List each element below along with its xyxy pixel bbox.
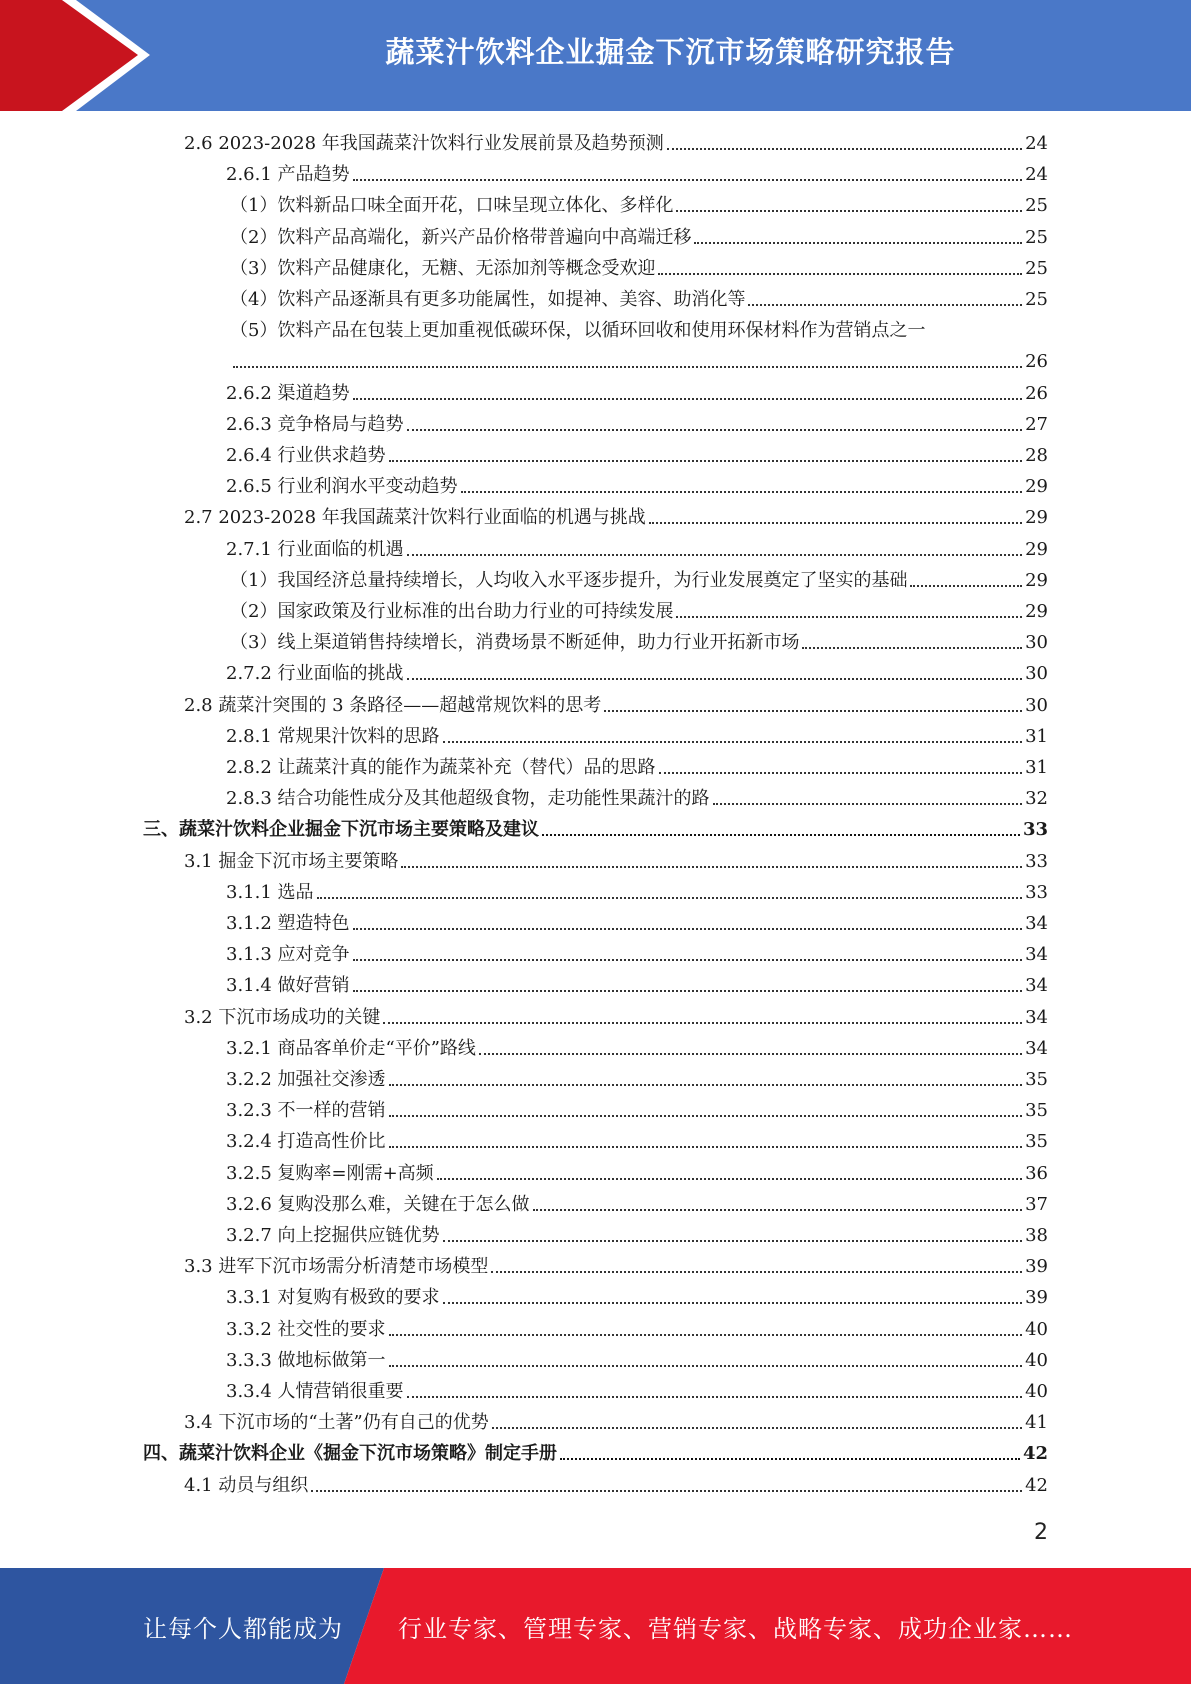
toc-entry-label: 3.3 进军下沉市场需分析清楚市场模型 [184, 1256, 489, 1278]
toc-entry[interactable] [230, 221, 1048, 252]
toc-entry-page: 33 [1025, 881, 1048, 903]
toc-entry[interactable] [184, 689, 1048, 720]
toc-entry[interactable] [226, 1375, 1048, 1406]
toc-entry[interactable] [230, 345, 1048, 376]
toc-entry[interactable] [226, 1344, 1048, 1375]
toc-entry-page: 29 [1025, 601, 1048, 622]
footer-slogan-left: 让每个人都能成为 [143, 1614, 343, 1643]
toc-entry-label: 2.7 2023-2028 年我国蔬菜汁饮料行业面临的机遇与挑战 [184, 507, 646, 529]
toc-entry-page: 25 [1025, 289, 1048, 310]
toc-entry-label: 2.7.2 行业面临的挑战 [226, 663, 404, 685]
toc-dot-leader [658, 273, 1022, 275]
toc-entry[interactable] [143, 813, 1048, 844]
toc-entry[interactable] [143, 1437, 1048, 1468]
toc-dot-leader [389, 460, 1023, 462]
toc-entry[interactable] [226, 158, 1048, 189]
toc-entry-label: 3.4 下沉市场的“土著”仍有自己的优势 [184, 1412, 489, 1434]
toc-entry-page: 24 [1025, 164, 1048, 186]
toc-entry-page: 34 [1025, 975, 1048, 997]
toc-dot-leader [407, 554, 1023, 556]
page-number: 2 [1034, 1520, 1048, 1545]
toc-entry[interactable] [226, 938, 1048, 969]
toc-entry-page: 32 [1025, 788, 1048, 810]
toc-entry-label: 3.1.3 应对竞争 [226, 944, 350, 966]
toc-entry[interactable] [184, 127, 1048, 158]
toc-entry-label: 3.2 下沉市场成功的关键 [184, 1006, 381, 1028]
toc-entry-page: 29 [1025, 476, 1048, 498]
toc-entry-page: 35 [1025, 1131, 1048, 1153]
toc-entry-label: 3.2.6 复购没那么难，关键在于怎么做 [226, 1193, 530, 1215]
toc-entry-label: 3.2.2 加强社交渗透 [226, 1069, 386, 1090]
toc-entry-page: 24 [1025, 133, 1048, 154]
toc-entry[interactable] [226, 720, 1048, 751]
toc-entry-label: 3.1 掘金下沉市场主要策略 [184, 850, 399, 872]
toc-dot-leader [676, 210, 1022, 212]
report-title: 蔬菜汁饮料企业掘金下沉市场策略研究报告 [385, 34, 956, 69]
toc-entry-label: 2.8.3 结合功能性成分及其他超级食物，走功能性果蔬汁的路 [226, 788, 710, 810]
toc-entry-page: 27 [1025, 413, 1048, 435]
toc-entry-page: 25 [1025, 257, 1048, 279]
toc-entry-label: 3.1.4 做好营销 [226, 975, 350, 997]
toc-dot-leader [713, 803, 1023, 805]
toc-dot-leader [443, 741, 1023, 743]
toc-entry-page: 29 [1025, 538, 1048, 560]
toc-entry[interactable] [230, 564, 1048, 595]
toc-dot-leader [604, 710, 1022, 712]
toc-dot-leader [694, 242, 1022, 244]
toc-entry-label: 2.6.1 产品趋势 [226, 164, 350, 186]
toc-entry-page: 39 [1025, 1256, 1048, 1278]
toc-entry-page: 29 [1025, 569, 1048, 591]
toc-dot-leader [389, 1146, 1023, 1148]
toc-entry-page: 34 [1025, 913, 1048, 934]
toc-entry[interactable] [184, 1406, 1048, 1437]
toc-entry-label: （4）饮料产品逐渐具有更多功能属性，如提神、美容、助消化等 [230, 289, 746, 310]
toc-dot-leader [233, 366, 1022, 368]
toc-dot-leader [353, 959, 1023, 961]
toc-entry-page: 40 [1025, 1349, 1048, 1371]
toc-dot-leader [533, 1209, 1023, 1211]
toc-dot-leader [353, 928, 1023, 930]
toc-entry-label: 3.1.1 选品 [226, 881, 314, 903]
toc-dot-leader [389, 1334, 1023, 1336]
toc-dot-leader [443, 1302, 1023, 1304]
toc-dot-leader [353, 398, 1023, 400]
toc-dot-leader [353, 179, 1023, 181]
toc-entry[interactable] [184, 1250, 1048, 1281]
toc-entry-label: 2.8.1 常规果汁饮料的思路 [226, 725, 440, 747]
toc-entry-label: （1）饮料新品口味全面开花，口味呈现立体化、多样化 [230, 195, 674, 217]
toc-entry-label: 3.3.4 人情营销很重要 [226, 1381, 404, 1402]
toc-dot-leader [401, 866, 1022, 868]
toc-entry-label: 2.6 2023-2028 年我国蔬菜汁饮料行业发展前景及趋势预测 [184, 133, 664, 154]
toc-entry[interactable] [230, 595, 1048, 626]
toc-entry[interactable] [226, 470, 1048, 501]
toc-entry[interactable] [226, 657, 1048, 688]
toc-entry-page: 40 [1025, 1381, 1048, 1402]
toc-entry-label: 四、蔬菜汁饮料企业《掘金下沉市场策略》制定手册 [143, 1443, 557, 1465]
toc-dot-leader [492, 1427, 1022, 1429]
toc-dot-leader [311, 1490, 1022, 1492]
toc-entry[interactable] [184, 1001, 1048, 1032]
toc-entry-page: 39 [1025, 1287, 1048, 1309]
toc-entry[interactable] [226, 1157, 1048, 1188]
toc-entry-label: 3.2.7 向上挖掘供应链优势 [226, 1225, 440, 1246]
toc-entry[interactable] [226, 439, 1048, 470]
toc-entry-page: 34 [1025, 944, 1048, 966]
toc-entry-page: 31 [1025, 725, 1048, 747]
toc-dot-leader [649, 522, 1022, 524]
toc-entry[interactable] [226, 907, 1048, 938]
footer-slogan-right: 行业专家、管理专家、营销专家、战略专家、成功企业家…… [398, 1614, 1073, 1643]
toc-entry-label: 3.3.2 社交性的要求 [226, 1318, 386, 1340]
toc-dot-leader [389, 1365, 1023, 1367]
toc-entry[interactable] [226, 876, 1048, 907]
toc-entry-label: 三、蔬菜汁饮料企业掘金下沉市场主要策略及建议 [143, 819, 539, 841]
toc-entry-label: 3.3.3 做地标做第一 [226, 1349, 386, 1371]
toc-dot-leader [542, 834, 1020, 836]
toc-entry[interactable] [226, 1313, 1048, 1344]
page-footer [0, 1568, 1191, 1684]
toc-entry[interactable] [226, 1281, 1048, 1312]
page-header [0, 0, 1191, 111]
toc-entry-page: 38 [1025, 1225, 1048, 1246]
toc-entry[interactable] [226, 1125, 1048, 1156]
toc-entry-label: （3）线上渠道销售持续增长，消费场景不断延伸，助力行业开拓新市场 [230, 632, 800, 654]
toc-entry[interactable] [226, 1219, 1048, 1250]
toc-entry-label: 4.1 动员与组织 [184, 1474, 309, 1496]
toc-entry-label: 3.3.1 对复购有极致的要求 [226, 1287, 440, 1309]
toc-dot-leader [461, 491, 1023, 493]
toc-entry-page: 26 [1025, 382, 1048, 404]
toc-entry[interactable] [226, 408, 1048, 439]
toc-entry-label: 3.1.2 塑造特色 [226, 913, 350, 934]
toc-dot-leader [407, 678, 1023, 680]
toc-entry-label: 2.6.4 行业供求趋势 [226, 445, 386, 466]
toc-dot-leader [437, 1178, 1022, 1180]
toc-dot-leader [748, 304, 1022, 306]
toc-entry-label: （1）我国经济总量持续增长，人均收入水平逐步提升，为行业发展奠定了坚实的基础 [230, 569, 908, 591]
toc-entry-page: 40 [1025, 1318, 1048, 1340]
toc-dot-leader [491, 1271, 1022, 1273]
toc-entry[interactable] [230, 314, 1048, 345]
toc-entry-page: 28 [1025, 445, 1048, 466]
toc-entry[interactable] [226, 1094, 1048, 1125]
toc-entry-page: 41 [1025, 1412, 1048, 1434]
toc-dot-leader [659, 772, 1023, 774]
toc-entry[interactable] [226, 1188, 1048, 1219]
toc-entry-page: 30 [1025, 694, 1048, 716]
toc-entry[interactable] [184, 845, 1048, 876]
toc-entry-label: 2.8 蔬菜汁突围的 3 条路径——超越常规饮料的思考 [184, 694, 602, 716]
toc-entry-label: 3.2.1 商品客单价走“平价”路线 [226, 1037, 476, 1059]
toc-entry-label: 2.8.2 让蔬菜汁真的能作为蔬菜补充（替代）品的思路 [226, 757, 656, 778]
toc-entry[interactable] [226, 969, 1048, 1000]
toc-dot-leader [383, 1022, 1022, 1024]
toc-entry[interactable] [226, 782, 1048, 813]
toc-entry-page: 35 [1025, 1069, 1048, 1090]
toc-dot-leader [317, 897, 1023, 899]
toc-dot-leader [676, 616, 1022, 618]
toc-dot-leader [802, 647, 1022, 649]
toc-entry-page: 33 [1025, 850, 1048, 872]
toc-dot-leader [560, 1458, 1020, 1460]
toc-entry-page: 33 [1022, 819, 1048, 841]
toc-entry-page: 37 [1025, 1193, 1048, 1215]
toc-entry-label: 2.7.1 行业面临的机遇 [226, 538, 404, 560]
toc-entry[interactable] [226, 377, 1048, 408]
toc-dot-leader [443, 1240, 1023, 1242]
toc-entry[interactable] [184, 501, 1048, 532]
toc-dot-leader [389, 1115, 1023, 1117]
toc-entry-page: 35 [1025, 1100, 1048, 1122]
toc-entry[interactable] [230, 626, 1048, 657]
toc-entry-page: 36 [1025, 1162, 1048, 1184]
toc-entry-page: 30 [1025, 663, 1048, 685]
toc-dot-leader [910, 585, 1022, 587]
toc-dot-leader [389, 1084, 1023, 1086]
toc-entry-label: 2.6.3 竞争格局与趋势 [226, 413, 404, 435]
toc-dot-leader [667, 148, 1022, 150]
toc-entry[interactable] [226, 1063, 1048, 1094]
toc-dot-leader [407, 1396, 1023, 1398]
toc-entry[interactable] [226, 1032, 1048, 1063]
toc-entry[interactable] [226, 533, 1048, 564]
toc-entry-label: 3.2.3 不一样的营销 [226, 1100, 386, 1122]
toc-entry[interactable] [230, 283, 1048, 314]
toc-entry-page: 26 [1025, 351, 1048, 373]
toc-entry[interactable] [230, 189, 1048, 220]
toc-entry-page: 25 [1025, 195, 1048, 217]
toc-entry-page: 34 [1025, 1006, 1048, 1028]
toc-entry-page: 31 [1025, 757, 1048, 778]
toc-entry-label: （2）饮料产品高端化，新兴产品价格带普遍向中高端迁移 [230, 226, 692, 248]
toc-entry-label: （3）饮料产品健康化，无糖、无添加剂等概念受欢迎 [230, 257, 656, 279]
toc-dot-leader [479, 1053, 1022, 1055]
toc-entry-label: （5）饮料产品在包装上更加重视低碳环保，以循环回收和使用环保材料作为营销点之一 [230, 320, 926, 342]
toc-entry-label: 3.2.5 复购率=刚需+高频 [226, 1162, 434, 1184]
toc-entry-page: 30 [1025, 632, 1048, 654]
toc-entry[interactable] [184, 1469, 1048, 1500]
toc-entry-label: 2.6.2 渠道趋势 [226, 382, 350, 404]
toc-entry-label: （2）国家政策及行业标准的出台助力行业的可持续发展 [230, 601, 674, 622]
toc-entry-page: 25 [1025, 226, 1048, 248]
toc-entry-label: 2.6.5 行业利润水平变动趋势 [226, 476, 458, 498]
toc-entry[interactable] [226, 751, 1048, 782]
toc-entry[interactable] [230, 252, 1048, 283]
toc-entry-page: 42 [1025, 1474, 1048, 1496]
toc-entry-page: 42 [1022, 1443, 1048, 1465]
toc-dot-leader [353, 990, 1023, 992]
toc-entry-page: 34 [1025, 1037, 1048, 1059]
toc-dot-leader [407, 429, 1023, 431]
toc-entry-label: 3.2.4 打造高性价比 [226, 1131, 386, 1153]
toc-entry-page: 29 [1025, 507, 1048, 529]
